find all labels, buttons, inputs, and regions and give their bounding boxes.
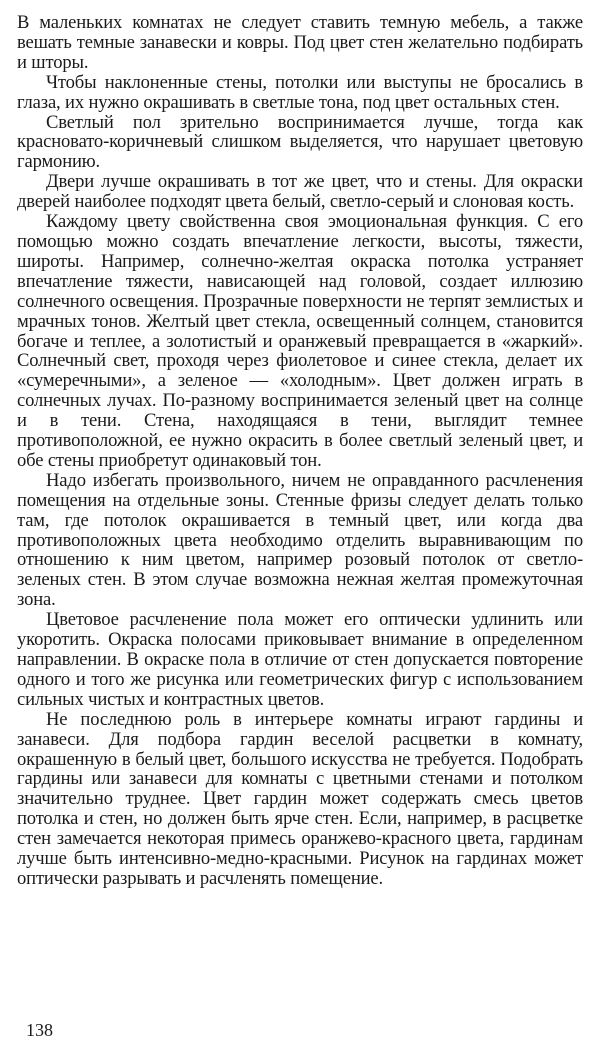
paragraph-doors: Двери лучше окрашивать в тот же цвет, что и стены. Для окраски дверей наиболее подходят цвета белый, светло-серый и слоновая кость. (17, 171, 583, 213)
paragraph-curtains: Не последнюю роль в интерьере комнаты играют гардины и занавеси. Для подбора гардин веселой расцветки в комнату, окрашенную в белый цвет, большого искусства не требуется. Подобрать гардины или занавеси для комнаты с цветными стенами и потолком значительно труднее. Цвет гардин может содержать смесь цветов потолка и стен, но должен быть ярче стен. Если, например, в расцветке стен замечается некоторая примесь оранжево-красного цвета, гардинам лучше быть интенсивно-медно-красными. Рисунок на гардинах может оптически разрывать и расчленять помещение. (17, 708, 583, 889)
paragraph-floor-division: Цветовое расчленение пола может его оптически удлинить или укоротить. Окраска полосами приковывает внимание в определенном направлении. В окраске пола в отличие от стен допускается повторение одного и того же рисунка или геометрических фигур с использованием сильных чистых и контрастных цветов. (17, 609, 583, 710)
paragraph-zones: Надо избегать произвольного, ничем не оправданного расчленения помещения на отдельные зоны. Стенные фризы следует делать только там, где потолок окрашивается в темный цвет, или когда два противоположных цвета необходимо отделить выравнивающим по отношению к ним цветом, например розовый потолок от светло-зеленых стен. В этом случае возможна нежная желтая промежуточная зона. (17, 469, 583, 611)
page-body (17, 13, 583, 889)
paragraph-sloped-walls: Чтобы наклоненные стены, потолки или выступы не бросались в глаза, их нужно окрашивать в светлые тона, под цвет остальных стен. (17, 71, 583, 113)
paragraph-color-function: Каждому цвету свойственна своя эмоциональная функция. С его помощью можно создать впечатление легкости, высоты, тяжести, широты. Например, солнечно-желтая окраска потолка устраняет впечатление тяжести, нависающей над головой, создает иллюзию солнечного освещения. Прозрачные поверхности не терпят землистых и мрачных тонов. Желтый цвет стекла, освещенный солнцем, становится богаче и теплее, а золотистый и оранжевый превращается в «жаркий». Солнечный свет, проходя через фиолетовое и синее стекла, делает их «сумеречными», а зеленое — «холодным». Цвет должен играть в солнечных лучах. По-разному воспринимается зеленый цвет на солнце и в тени. Стена, находящаяся в тени, выглядит темнее противоположной, ее нужно окрасить в более светлый зеленый цвет, и обе стены приобретут одинаковый тон. (17, 211, 583, 471)
paragraph-floor: Светлый пол зрительно воспринимается лучше, тогда как красновато-коричневый слишком выделяется, что нарушает цветовую гармонию. (17, 111, 583, 173)
page-number: 138 (26, 1020, 53, 1040)
paragraph-small-rooms: В маленьких комнатах не следует ставить темную мебель, а также вешать темные занавески и ковры. Под цвет стен желательно подбирать и шторы. (17, 12, 583, 73)
